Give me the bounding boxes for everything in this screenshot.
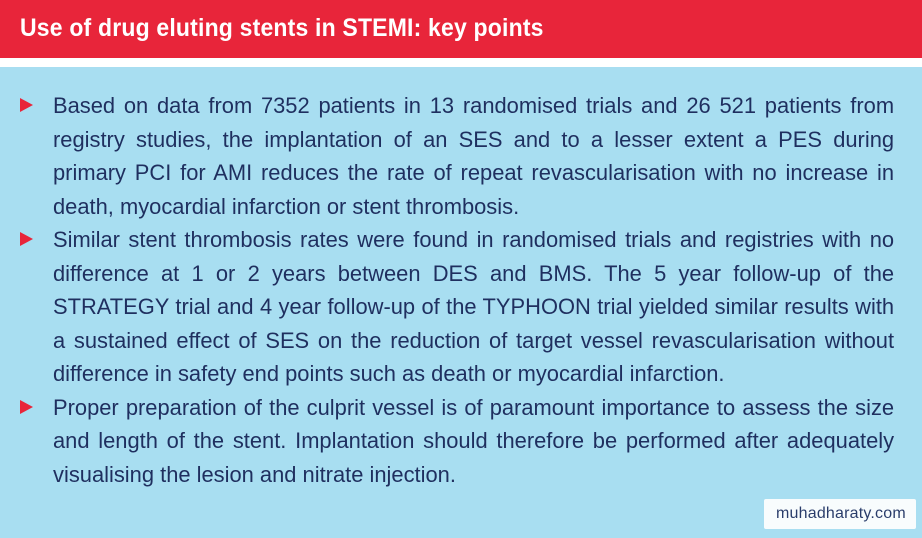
key-points-list: [0, 89, 922, 491]
right-triangle-icon: [20, 400, 33, 414]
watermark-text: muhadharaty.com: [776, 505, 906, 522]
key-point-text: Based on data from 7352 patients in 13 randomised trials and 26 521 patients from registry studies, the implantation of an SES and to a lesser extent a PES during primary PCI for AMI reduces the rate of repeat revascularisation with no increase in death, myocardial infarction or stent thrombosis.: [53, 93, 895, 219]
key-point-2: [0, 223, 922, 391]
key-point-text: Similar stent thrombosis rates were found in randomised trials and registries with no difference at 1 or 2 years between DES and BMS. The 5 year follow-up of the STRATEGY trial and 4 year follow-up of the TYPHOON trial yielded similar results with a sustained effect of SES on the reduction of target vessel revascularisation without difference in safety end points such as death or myocardial infarction.: [53, 227, 895, 386]
key-point-text: Proper preparation of the culprit vessel is of paramount importance to assess the size and length of the stent. Implantation should therefore be performed after adequately visualising the lesion and nitrate injection.: [53, 394, 895, 487]
title-banner: [0, 0, 922, 58]
right-triangle-icon: [20, 98, 33, 112]
key-point-3: [0, 391, 922, 492]
key-points-panel: [0, 67, 922, 538]
key-point-1: [0, 89, 922, 223]
site-watermark: [764, 499, 916, 529]
page-title: Use of drug eluting stents in STEMI: key points: [20, 14, 544, 42]
right-triangle-icon: [20, 232, 33, 246]
